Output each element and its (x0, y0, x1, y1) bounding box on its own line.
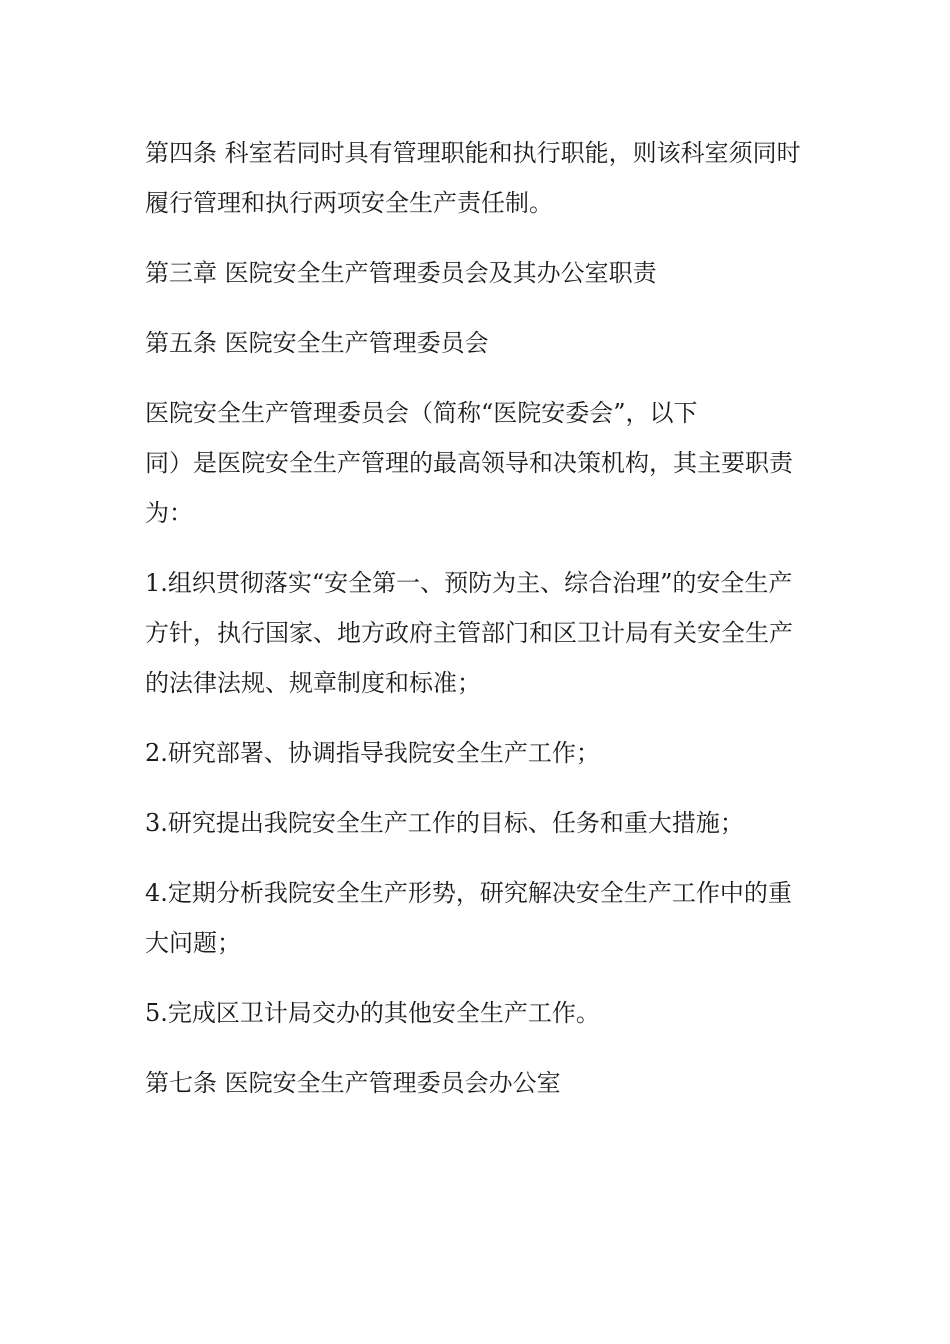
chapter-3-heading: 第三章 医院安全生产管理委员会及其办公室职责 (145, 259, 657, 287)
article-5-heading: 第五条 医院安全生产管理委员会 (145, 329, 489, 357)
document-body (145, 128, 815, 1128)
duty-item-3: 3.研究提出我院安全生产工作的目标、任务和重大措施； (145, 809, 744, 837)
duty-item-1: 1.组织贯彻落实“安全第一、预防为主、综合治理”的安全生产方针，执行国家、地方政府主管部门和区卫计局有关安全生产的法律法规、规章制度和标准； (145, 569, 793, 697)
duty-item-5: 5.完成区卫计局交办的其他安全生产工作。 (145, 999, 600, 1027)
duty-item-4: 4.定期分析我院安全生产形势，研究解决安全生产工作中的重大问题； (145, 879, 792, 957)
committee-intro-paragraph: 医院安全生产管理委员会（简称“医院安委会”，以下 同）是医院安全生产管理的最高领导和决策机构，其主要职责为： (145, 399, 793, 527)
duty-item-2: 2.研究部署、协调指导我院安全生产工作； (145, 739, 600, 767)
article-7-heading: 第七条 医院安全生产管理委员会办公室 (145, 1069, 561, 1097)
article-4-paragraph: 第四条 科室若同时具有管理职能和执行职能，则该科室须同时履行管理和执行两项安全生产责任制。 (145, 139, 801, 217)
